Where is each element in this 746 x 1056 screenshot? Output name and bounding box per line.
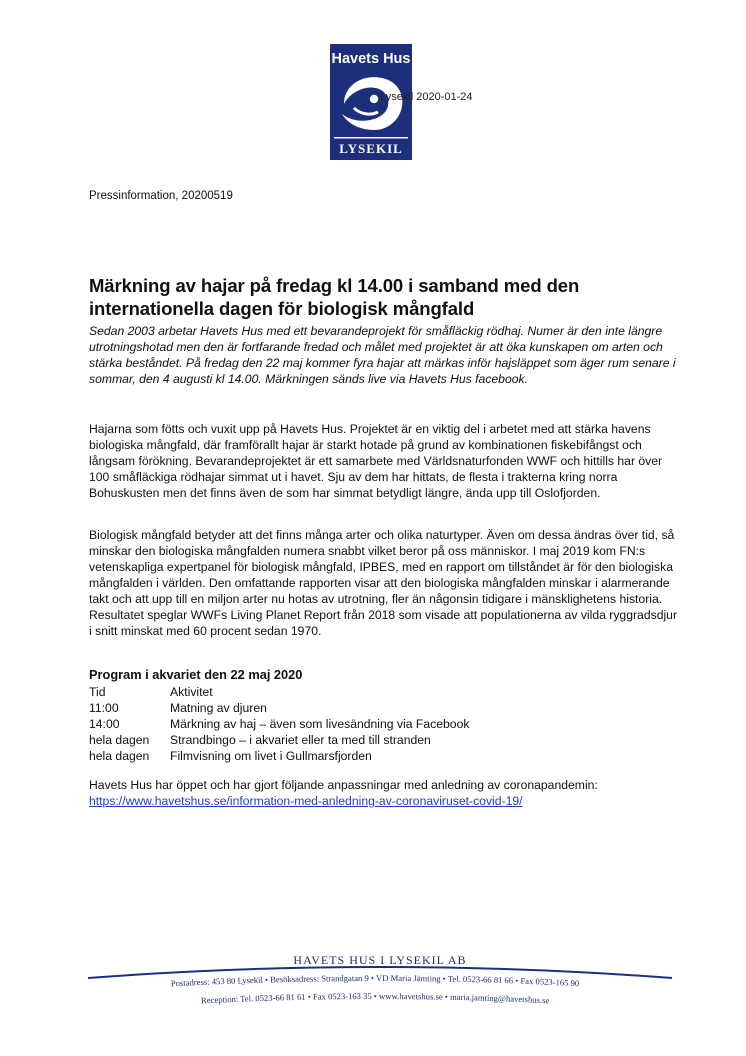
program-header-activity: Aktivitet	[170, 685, 213, 699]
program-row	[89, 716, 679, 732]
svg-text:Postadress: 453 80 Lysekil • B	[171, 973, 580, 988]
paragraph-biodiversity: Biologisk mångfald betyder att det finns många arter och olika naturtyper. Även om dessa ändras över tid, så minskar den biologiska mångfalden numera snabbt vilket beror på oss människor. I maj 2019 kom FN:s vetenskapliga expertpanel för biologisk mångfald, IPBES, med en rapport om tillståndet är för den biologiska mångfalden i världen. Den omfattande rapporten visar att den biologiska mångfalden minskar i alarmerande takt och att upp till en miljon arter nu hotas av utrotning, fler än någonsin tidigare i mänsklighetens historia. Resultatet speglar WWFs Living Planet Report från 2018 som visade att populationerna av vilda ryggradsdjur i snitt minskat med 60 procent sedan 1970.	[89, 528, 678, 638]
program-time: 11:00	[89, 701, 119, 715]
footer-line-1: Postadress: 453 80 Lysekil • Besöksadress: Strandgatan 9 • VD Maria Jämting • Tel. 0523-66 81 66 • Fax 0523-165 90	[170, 972, 580, 989]
svg-text:Reception: Tel. 0523-66 81 61	[201, 991, 550, 1005]
footer	[80, 946, 680, 1026]
program-section	[89, 667, 679, 764]
paragraph-sharks: Hajarna som fötts och vuxit upp på Havets Hus. Projektet är en viktig del i arbetet med att stärka havens biologiska mångfald, där framförallt hajar är starkt hotade på grund av kombinationen fiskebifångst och långsam förökning. Bevarandeprojektet är ett samarbete med Världsnaturfonden WWF och hittills har över 100 småfläckiga rödhajar simmat ut i havet. Sju av dem har hittats, de flesta i trakterna kring norra Bohuskusten men det finns även de som har simmat betydligt längre, ända upp till Oslofjorden.	[89, 422, 663, 500]
program-header-time: Tid	[89, 685, 106, 699]
program-header-row	[89, 684, 679, 700]
program-time: hela dagen	[89, 749, 150, 763]
press-label: Pressinformation, 20200519	[89, 190, 233, 202]
footer-line-2: Reception: Tel. 0523-66 81 61 • Fax 0523-163 35 • www.havetshus.se • maria.jamting@havetshus.se	[200, 990, 550, 1006]
corona-info-link[interactable]: https://www.havetshus.se/information-med-anledning-av-coronaviruset-covid-19/	[89, 794, 523, 808]
logo-top-text: Havets Hus	[331, 51, 411, 67]
program-row	[89, 700, 679, 716]
program-time: 14:00	[89, 717, 120, 731]
program-time: hela dagen	[89, 733, 150, 747]
closing-section	[89, 777, 689, 809]
footer-company: HAVETS HUS I LYSEKIL AB	[293, 953, 467, 967]
program-row	[89, 732, 679, 748]
logo-bottom-text: LYSEKIL	[339, 141, 403, 156]
program-title: Program i akvariet den 22 maj 2020	[89, 667, 303, 682]
lead-paragraph: Sedan 2003 arbetar Havets Hus med ett bevarandeprojekt för småfläckig rödhaj. Numer är den inte längre utrotningshotad men den är fortfarande fredad och målet med projektet är att öka kunskapen om arten och stärka beståndet. På fredag den 22 maj kommer fyra hajar att märkas inför hajsläppet som äger rum senare i sommar, den 4 augusti kl 14.00. Märkningen sänds live via Havets Hus facebook.	[89, 324, 676, 386]
program-activity: Matning av djuren	[170, 701, 267, 715]
closing-text: Havets Hus har öppet och har gjort följande anpassningar med anledning av coronapandemin:	[89, 778, 598, 792]
program-activity: Strandbingo – i akvariet eller ta med till stranden	[170, 733, 431, 747]
headline: Märkning av hajar på fredag kl 14.00 i samband med den internationella dagen för biologisk mångfald	[89, 275, 580, 319]
program-activity: Märkning av haj – även som livesändning via Facebook	[170, 717, 470, 731]
document-date: Lysekil 2020-01-24	[380, 91, 473, 103]
program-activity: Filmvisning om livet i Gullmarsfjorden	[170, 749, 372, 763]
program-row	[89, 748, 679, 764]
